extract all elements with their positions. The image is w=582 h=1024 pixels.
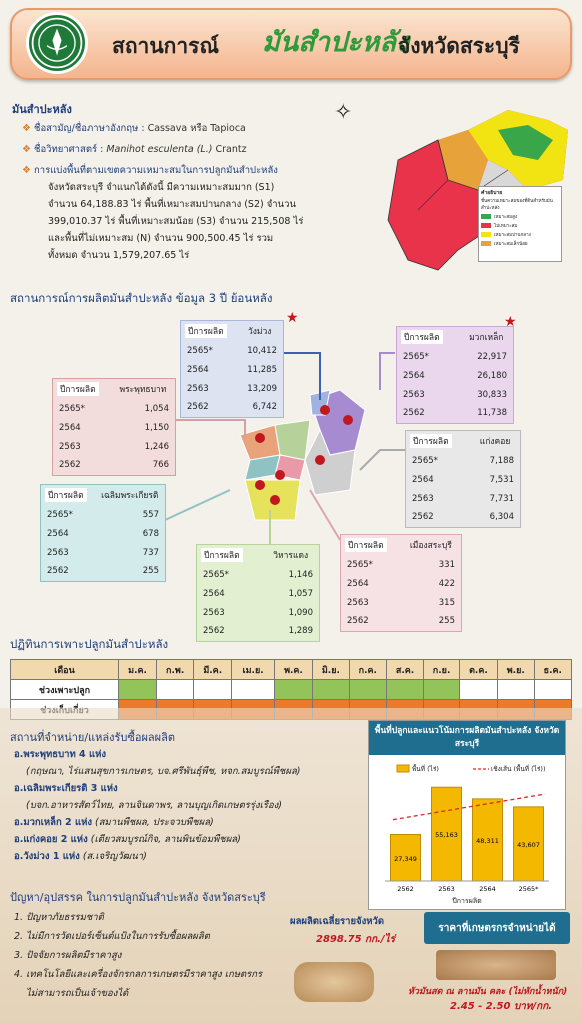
map-marker-icon [320,405,330,415]
value-cell: 255 [142,566,159,577]
x-tick-label: 2565* [518,885,539,893]
district-header: วังม่วง [247,327,272,337]
legend-swatch [481,241,491,246]
yield-label: ผลผลิตเฉลี่ยรายจังหวัด [290,916,385,927]
value-cell: 7,531 [489,474,514,485]
value-cell: 11,285 [247,364,277,375]
map-marker-icon [275,470,285,480]
table-row [397,385,514,404]
x-tick-label: 2563 [438,885,455,893]
buyer-line [14,848,364,865]
buyer-district: อ.เฉลิมพระเกียรติ 3 แห่ง [14,783,118,794]
value-cell: 315 [438,597,455,608]
price-description: หัวมันสด ณ ลานมัน คละ (ไม่หักน้ำหนัก) [408,987,568,997]
year-cell: 2562 [59,460,81,471]
buyer-district: อ.แก่งคอย 2 แห่ง [14,834,88,845]
year-cell: 2562 [47,566,69,577]
table-row [53,399,176,418]
year-header: ปีการผลิต [45,488,87,502]
year-cell: 2564 [347,578,369,589]
value-cell: 1,289 [288,626,313,637]
value-cell: 1,150 [144,422,169,433]
value-cell: 6,304 [489,512,514,523]
year-header: ปีการผลิต [201,548,243,562]
value-cell: 6,742 [252,402,277,413]
year-cell: 2563 [412,493,434,504]
table-wangmuang [180,320,284,418]
table-row [406,489,521,508]
table-row [53,456,176,475]
year-header: ปีการผลิต [57,382,99,396]
year-cell: 2562 [187,402,209,413]
table-row [341,593,462,612]
year-cell: 2565* [47,509,73,520]
map-marker-icon [343,415,353,425]
planting-month-cell [313,680,350,700]
year-cell: 2565* [203,569,229,580]
month-cell: ก.ย. [424,660,460,680]
buyer-district: อ.มวกเหล็ก 2 แห่ง [14,817,92,828]
problem-item: 2. ไม่มีการวัดเปอร์เซ็นต์แป้งในการรับซื้อผลผลิต [14,931,210,942]
year-cell: 2565* [347,559,373,570]
buyer-line [14,831,364,848]
year-cell: 2564 [59,422,81,433]
zoning-line: ทั้งหมด จำนวน 1,579,207.65 ไร่ [48,250,190,261]
planting-month-cell [424,680,460,700]
table-row [406,470,521,489]
province-logo [26,12,88,74]
value-cell: 26,180 [477,370,507,381]
table-row [181,379,284,398]
area-trend-chart [368,720,566,910]
legend-item-label: เหมาะสมสูง [494,215,518,220]
legend-swatch [481,232,491,237]
month-header: เดือน [11,660,119,680]
price-heading: ราคาที่เกษตรกรจำหน่ายได้ [424,912,570,944]
bullet-icon: ❖ [22,123,31,134]
title-cassava: มันสำปะหลัง [262,27,410,58]
year-cell: 2565* [412,455,438,466]
value-cell: 1,054 [144,403,169,414]
planting-month-cell [232,680,275,700]
zoning-paragraph [22,162,352,264]
year-cell: 2565* [403,351,429,362]
planting-month-cell [119,680,157,700]
table-row [197,565,320,584]
legend-bar-label: พื้นที่ (ไร่) [412,765,439,773]
table-row [197,584,320,603]
buyer-line [14,814,364,831]
planting-month-cell [157,680,194,700]
table-row [197,603,320,622]
year-cell: 2564 [403,370,425,381]
year-cell: 2562 [347,616,369,627]
map-legend [478,186,562,262]
value-cell: 7,188 [489,455,514,466]
legend-title: คำอธิบาย [481,190,503,196]
year-cell: 2564 [412,474,434,485]
year-cell: 2565* [187,345,213,356]
planting-month-cell [274,680,312,700]
district-header: เฉลิมพระเกียรติ [101,491,159,501]
district-header: แก่งคอย [479,437,511,447]
chart-title: พื้นที่ปลูกและแนวโน้มการผลิตมันสำปะหลัง จังหวัดสระบุรี [369,721,565,755]
x-tick-label: 2562 [397,885,414,893]
planting-row [11,680,572,700]
district-header: พระพุทธบาท [119,385,167,395]
value-cell: 30,833 [477,389,507,400]
planting-month-cell [459,680,497,700]
table-row [397,404,514,423]
map-marker-icon [255,480,265,490]
month-cell: ส.ค. [386,660,423,680]
problems-list [14,908,294,1003]
table-row [41,505,166,524]
buyer-names: (ส.เจริญวัฒนา) [82,851,147,862]
bar-value-label: 27,349 [394,854,417,863]
buyers-heading: สถานที่จำหน่าย/แหล่งรับซื้อผลผลิต [10,731,175,744]
month-cell: ธ.ค. [534,660,571,680]
map-marker-icon [315,455,325,465]
zoning-line: 399,010.37 ไร่ พื้นที่เหมาะสมน้อย (S3) จำนวน 215,508 ไร่ [48,216,304,227]
title-province: จังหวัดสระบุรี [398,34,520,58]
year-cell: 2564 [187,364,209,375]
district-header: วิหารแดง [273,551,309,561]
legend-item [481,222,559,229]
month-cell: พ.ค. [274,660,312,680]
zoning-line: การแบ่งพื้นที่ตามเขตความเหมาะสมในการปลูกมันสำปะหลัง [34,165,278,176]
common-name-line [22,120,246,137]
table-chaloem [40,484,166,582]
star-icon: ★ [504,314,517,330]
year-cell: 2563 [187,383,209,394]
table-row [341,574,462,593]
buyer-names: (กฤษณา, ไร่แสนสุขการเกษตร, บจ.ศรีพันธุ์พืช, หจก.สมบูรณ์พืชผล) [26,766,301,777]
table-row [181,341,284,360]
value-cell: 1,057 [288,588,313,599]
value-cell: 1,246 [144,441,169,452]
problem-item: 4. เทคโนโลยีและเครื่องจักรกลการเกษตรมีราคาสูง เกษตรกร [14,969,263,980]
value-cell: 22,917 [477,351,507,362]
title-situation: สถานการณ์ [112,34,219,58]
bar-value-label: 43,607 [517,840,540,849]
value-cell: 13,209 [247,383,277,394]
month-cell: มิ.ย. [313,660,350,680]
month-cell: เม.ย. [232,660,275,680]
year-cell: 2565* [59,403,85,414]
value-cell: 766 [152,460,169,471]
legend-item [481,231,559,238]
table-phraphutthabat [52,378,176,476]
zoning-line: และพื้นที่ไม่เหมาะสม (N) จำนวน 900,500.45 ไร่ รวม [48,233,274,244]
cassava-roots-image [294,962,374,1002]
year-cell: 2562 [203,626,225,637]
year-header: ปีการผลิต [185,324,227,338]
chart-plot [369,721,565,909]
year-header: ปีการผลิต [401,330,443,344]
table-muaklek [396,326,514,424]
legend-item [481,240,559,247]
month-cell: พ.ย. [497,660,534,680]
year-cell: 2564 [47,528,69,539]
value-cell: 1,146 [288,569,313,580]
year-cell: 2563 [47,547,69,558]
table-muang [340,534,462,632]
district-header: มวกเหล็ก [469,333,504,343]
value-cell: 422 [438,578,455,589]
table-kaengkhoi [405,430,521,528]
calendar-header-row [11,660,572,680]
year-cell: 2562 [412,512,434,523]
common-name-value: Cassava หรือ Tapioca [147,123,246,134]
district-header: เมืองสระบุรี [409,541,452,551]
legend-item-label: เหมาะสมปานกลาง [494,233,531,238]
common-name-label: ชื่อสามัญ/ชื่อภาษาอังกฤษ : [34,123,145,134]
year-cell: 2563 [347,597,369,608]
price-value: 2.45 - 2.50 บาท/กก. [450,1001,553,1012]
buyer-names: (สมานพืชผล, ประจวบพืชผล) [95,817,214,828]
table-row [406,508,521,527]
table-row [41,562,166,581]
calendar-heading: ปฏิทินการเพาะปลูกมันสำปะหลัง [10,637,169,651]
table-row [197,622,320,641]
value-cell: 737 [142,547,159,558]
production-heading: สถานการณ์การผลิตมันสำปะหลัง ข้อมูล 3 ปี ย้อนหลัง [10,291,273,305]
planting-label: ช่วงเพาะปลูก [11,680,119,700]
planting-month-cell [534,680,571,700]
table-row [341,612,462,631]
compass-icon: ✧ [334,100,353,125]
legend-item-label: ไม่เหมาะสม [494,224,518,229]
chart-xlabel: ปีการผลิต [452,897,482,905]
table-row [406,451,521,470]
bar-value-label: 48,311 [476,836,499,845]
month-cell: มี.ค. [194,660,232,680]
table-row [341,555,462,574]
year-cell: 2564 [203,588,225,599]
sci-name-line [22,141,247,158]
buyer-names: (เตียวสมบูรณ์กิจ, ลานพินข้อมพืชผล) [90,834,241,845]
legend-swatch [481,223,491,228]
about-heading: มันสำปะหลัง [12,103,72,116]
planting-month-cell [386,680,423,700]
bar-value-label: 55,163 [435,831,458,840]
table-row [53,418,176,437]
legend-item [481,213,559,220]
value-cell: 11,738 [477,408,507,419]
yield-value: 2898.75 กก./ไร่ [316,934,395,945]
table-row [41,524,166,543]
buyer-district: อ.วังม่วง 1 แห่ง [14,851,80,862]
value-cell: 331 [438,559,455,570]
legend-trend-label: เชิงเส้น (พื้นที่ (ไร่)) [491,765,546,773]
value-cell: 678 [142,528,159,539]
legend-subtitle: ชั้นความเหมาะสมของที่ดินสำหรับมันสำปะหลัง [481,199,553,211]
table-row [181,398,284,417]
map-marker-icon [270,495,280,505]
bullet-icon: ❖ [22,144,31,155]
buyers-list [14,746,364,865]
buyer-names: (บจก.อาหารสัตว์ไทย, ลานจินดาพร, ลานบุญเกิดเกษตรรุ่งเรือง) [26,800,282,811]
table-row [397,366,514,385]
table-row [397,347,514,366]
buyer-district: อ.พระพุทธบาท 4 แห่ง [14,749,106,760]
value-cell: 557 [142,509,159,520]
x-tick-label: 2564 [479,885,496,893]
value-cell: 10,412 [247,345,277,356]
legend-swatch [481,214,491,219]
map-marker-icon [255,433,265,443]
year-cell: 2563 [203,607,225,618]
year-header: ปีการผลิต [410,434,452,448]
sci-name-italic: Manihot esculenta (L.) [106,144,213,155]
month-cell: ม.ค. [119,660,157,680]
cassava-photo [436,950,556,980]
planting-month-cell [194,680,232,700]
legend-bar-swatch [397,765,409,772]
table-wihandaeng [196,544,320,642]
year-cell: 2562 [403,408,425,419]
month-cell: ก.พ. [157,660,194,680]
table-row [181,360,284,379]
value-cell: 1,090 [288,607,313,618]
problems-heading: ปัญหา/อุปสรรค ในการปลูกมันสำปะหลัง จังหวัดสระบุรี [10,891,266,904]
zoning-line: จังหวัดสระบุรี จำแนกได้ดังนี้ มีความเหมาะสมมาก (S1) [48,182,275,193]
month-cell: ก.ค. [349,660,386,680]
year-cell: 2563 [59,441,81,452]
year-header: ปีการผลิต [345,538,387,552]
problem-item: 1. ปัญหาภัยธรรมชาติ [14,912,104,923]
star-icon: ★ [286,310,299,326]
problem-item: 3. ปัจจัยการผลิตมีราคาสูง [14,950,122,961]
sci-name-label: ชื่อวิทยาศาสตร์ : [34,144,104,155]
year-cell: 2563 [403,389,425,400]
table-row [53,437,176,456]
month-cell: ต.ค. [459,660,497,680]
legend-item-label: เหมาะสมเล็กน้อย [494,242,528,247]
value-cell: 255 [438,616,455,627]
bullet-icon: ❖ [22,165,31,176]
planting-month-cell [497,680,534,700]
table-row [41,543,166,562]
zoning-line: จำนวน 64,188.83 ไร่ พื้นที่เหมาะสมปานกลาง (S2) จำนวน [48,199,296,210]
planting-month-cell [349,680,386,700]
sci-name-rest: Crantz [215,144,247,155]
problem-item: ไม่สามารถเป็นเจ้าของได้ [26,988,129,999]
value-cell: 7,731 [489,493,514,504]
